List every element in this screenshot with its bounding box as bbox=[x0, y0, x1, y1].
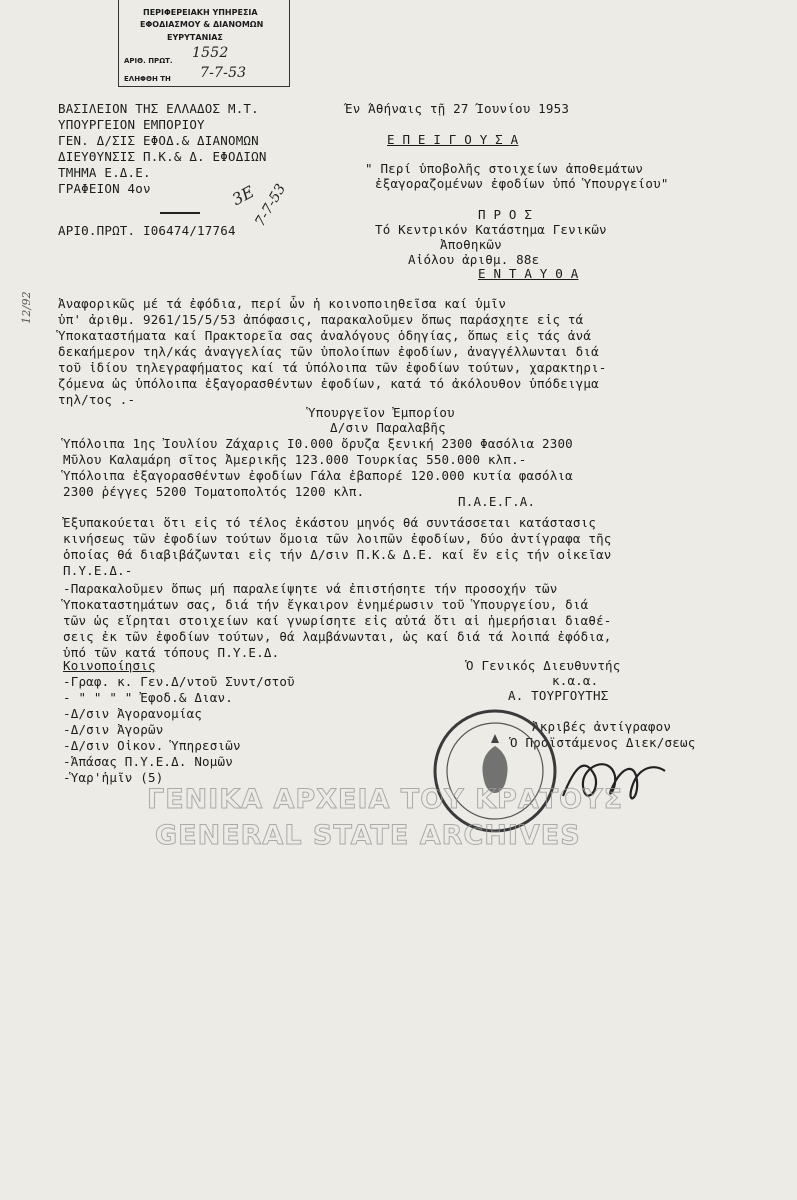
example-head-1: Ὑπουργεῖον Ἐμπορίου bbox=[308, 405, 455, 420]
recipient-line-1: Τό Κεντρικόν Κατάστημα Γενικῶν bbox=[375, 222, 607, 237]
body-p2-line-2: κινήσεως τῶν ἐφοδίων τούτων ὅμοια τῶν λοιπῶν ἐφοδίων, δύο ἀντίγραφα τῆς bbox=[63, 531, 612, 546]
watermark-greek: ΓΕΝΙΚΑ ΑΡΧΕΙΑ ΤΟΥ ΚΡΑΤΟΥΣ bbox=[147, 784, 624, 815]
watermark-english: GENERAL STATE ARCHIVES bbox=[155, 820, 581, 851]
header-kingdom: ΒΑΣΙΛΕΙΟΝ ΤΗΣ ΕΛΛΑΔΟΣ Μ.Τ. bbox=[58, 101, 259, 116]
header-office: ΓΡΑΦΕΙΟΝ 4ον bbox=[58, 181, 151, 196]
stamp-prot-label: ΑΡΙΘ. ΠΡΩΤ. bbox=[124, 57, 173, 65]
recipient-line-2: Ἀποθηκῶν bbox=[440, 237, 502, 252]
body-p1-line-2: ὑπ' ἀριθμ. 9261/15/5/53 ἀπόφασις, παρακαλοῦμεν ὅπως παράσχητε εἰς τά bbox=[58, 312, 584, 327]
stamp-line-2: ΕΦΟΔΙΑΣΜΟΥ & ΔΙΑΝΟΜΩΝ bbox=[140, 20, 264, 29]
example-line-3: Ὑπόλοιπα ἐξαγορασθέντων ἐφοδίων Γάλα ἐβαπορέ 120.000 κυτία φασόλια bbox=[63, 468, 573, 483]
example-line-4: 2300 ῥέγγες 5200 Τοματοπολτός 1200 κλπ. bbox=[63, 484, 365, 499]
header-ministry: ΥΠΟΥΡΓΕΙΟΝ ΕΜΠΟΡΙΟΥ bbox=[58, 117, 205, 132]
body-p3-line-5: ὑπό τῶν κατά τόπους Π.Υ.Ε.Δ. bbox=[63, 645, 280, 660]
body-p1-line-4: δεκαήμερον τηλ/κάς ἀναγγελίας τῶν ὑπολοίπων ἐφοδίων, ἀναγγέλλωνται διά bbox=[58, 344, 599, 359]
handwritten-mark-2: 7-7-53 bbox=[252, 181, 290, 230]
signature-kaa: κ.α.α. bbox=[552, 673, 599, 688]
example-line-2: Μῦλου Καλαμάρη σῖτος Ἀμερικῆς 123.000 Τουρκίας 550.000 κλπ.- bbox=[63, 452, 527, 467]
subject-line-2: ἐξαγοραζομένων ἐφοδίων ὑπό Ὑπουργείου" bbox=[375, 176, 669, 191]
signature-title: Ὁ Γενικός Διευθυντής bbox=[466, 658, 621, 673]
body-p3-line-4: σεις ἐκ τῶν ἐφοδίων τούτων, θά λαμβάνωνται, ὡς καί διά τά λοιπά ἐφόδια, bbox=[63, 629, 612, 644]
cc-title: Κοινοποίησις bbox=[63, 658, 156, 673]
recipient-place: Ε Ν Τ Α Υ Θ Α bbox=[478, 266, 579, 281]
cc-item-2: - " " " " Ἐφοδ.& Διαν. bbox=[63, 690, 233, 705]
body-p3-line-1: -Παρακαλοῦμεν ὅπως μή παραλείψητε νά ἐπιστήσητε τήν προσοχήν τῶν bbox=[63, 581, 558, 596]
cc-item-4: -Δ/σιν Ἀγορῶν bbox=[63, 722, 164, 737]
body-p2-line-1: Ἐξυπακούεται ὅτι εἰς τό τέλος ἑκάστου μηνός θά συντάσσεται κατάστασις bbox=[63, 515, 597, 530]
body-p3-line-2: Ὑποκαταστημάτων σας, διά τήν ἔγκαιρον ἐνημέρωσιν τοῦ Ὑπουργείου, διά bbox=[63, 597, 589, 612]
protocol-number: ΑΡΙΘ.ΠΡΩΤ. Ι06474/17764 bbox=[58, 223, 236, 238]
header-section: ΤΜΗΜΑ Ε.Δ.Ε. bbox=[58, 165, 151, 180]
example-head-2: Δ/σιν Παραλαβῆς bbox=[330, 420, 446, 435]
recipient-line-3: Αἰόλου ἀριθμ. 88ε bbox=[408, 252, 540, 267]
header-general-directorate: ΓΕΝ. Δ/ΣΙΣ ΕΦΟΔ.& ΔΙΑΝΟΜΩΝ bbox=[58, 133, 259, 148]
header-divider bbox=[160, 212, 200, 214]
cc-item-1: -Γραφ. κ. Γεν.Δ/ντοῦ Συντ/στοῦ bbox=[63, 674, 295, 689]
signature-head-of-office: Ὁ Προϊστάμενος Διεκ/σεως bbox=[510, 735, 696, 750]
signature-name: Α. ΤΟΥΡΓΟΥΤΗΣ bbox=[508, 688, 609, 703]
subject-line-1: " Περί ὑποβολῆς στοιχείων ἀποθεμάτων bbox=[365, 161, 644, 176]
header-directorate: ΔΙΕΥΘΥΝΣΙΣ Π.Κ.& Δ. ΕΦΟΔΙΩΝ bbox=[58, 149, 267, 164]
stamp-line-1: ΠΕΡΙΦΕΡΕΙΑΚΗ ΥΠΗΡΕΣΙΑ bbox=[143, 8, 258, 17]
handwritten-mark-1: 3Ε bbox=[228, 181, 258, 210]
stamp-line-3: ΕΥΡΥΤΑΝΙΑΣ bbox=[167, 33, 223, 42]
official-seal bbox=[430, 706, 560, 836]
stamp-date-value: 7-7-53 bbox=[200, 65, 247, 81]
margin-note: 12/92 bbox=[19, 291, 33, 324]
cc-item-6: -Ἁπάσας Π.Υ.Ε.Δ. Νομῶν bbox=[63, 754, 233, 769]
body-p1-line-3: Ὑποκαταστήματα καί Πρακτορεῖα σας ἀναλόγους ὁδηγίας, ὅπως εἰς τάς ἀνά bbox=[58, 328, 592, 343]
cc-item-7: -Ὑαρ'ἡμῖν (5) bbox=[63, 770, 164, 785]
body-p1-line-5: τοῦ ἰδίου τηλεγραφήματος καί τά ὑπόλοιπα τῶν ἐφοδίων τούτων, χαρακτηρι- bbox=[58, 360, 607, 375]
example-sign: Π.Α.Ε.Γ.Α. bbox=[458, 494, 536, 509]
body-p1-line-1: Ἀναφορικῶς μέ τά ἐφόδια, περί ὧν ἡ κοινοποιηθεῖσα καί ὑμῖν bbox=[58, 296, 507, 311]
body-p2-line-4: Π.Υ.Ε.Δ.- bbox=[63, 563, 133, 578]
stamp-prot-value: 1552 bbox=[192, 45, 229, 61]
example-line-1: Ὑπόλοιπα 1ης Ἰουλίου Ζάχαρις Ι0.000 ὄρυζα ξενική 2300 Φασόλια 2300 bbox=[63, 436, 573, 451]
urgent-label: Ε Π Ε Ι Γ Ο Υ Σ Α bbox=[387, 132, 519, 147]
signature-certified-copy: Ἀκριβές ἀντίγραφον bbox=[532, 719, 672, 734]
body-p1-line-6: ζόμενα ὡς ὑπόλοιπα ἐξαγορασθέντων ἐφοδίων, κατά τό ἀκόλουθον ὑπόδειγμα bbox=[58, 376, 599, 391]
recipient-label: Π Ρ Ο Σ bbox=[478, 207, 533, 222]
body-p1-line-7: τηλ/τος .- bbox=[58, 392, 136, 407]
body-p3-line-3: τῶν ὡς εἴρηται στοιχείων καί γνωρίσητε εἰς αὐτά ὅτι αἱ ἡμερήσιαι διαθέ- bbox=[63, 613, 612, 628]
body-p2-line-3: ὁποίας θά διαβιβάζωνται εἰς τήν Δ/σιν Π.Κ.& Δ.Ε. καί ἕν εἰς τήν οἰκεῖαν bbox=[63, 547, 612, 562]
stamp-date-label: ΕΛΗΦΘΗ ΤΗ bbox=[124, 75, 171, 83]
date-line: Έν Άθήναις τῇ 27 Ίουνίου 1953 bbox=[345, 101, 570, 116]
cc-item-5: -Δ/σιν Οἰκον. Ὑπηρεσιῶν bbox=[63, 738, 241, 753]
cc-item-3: -Δ/σιν Ἀγορανομίας bbox=[63, 706, 203, 721]
